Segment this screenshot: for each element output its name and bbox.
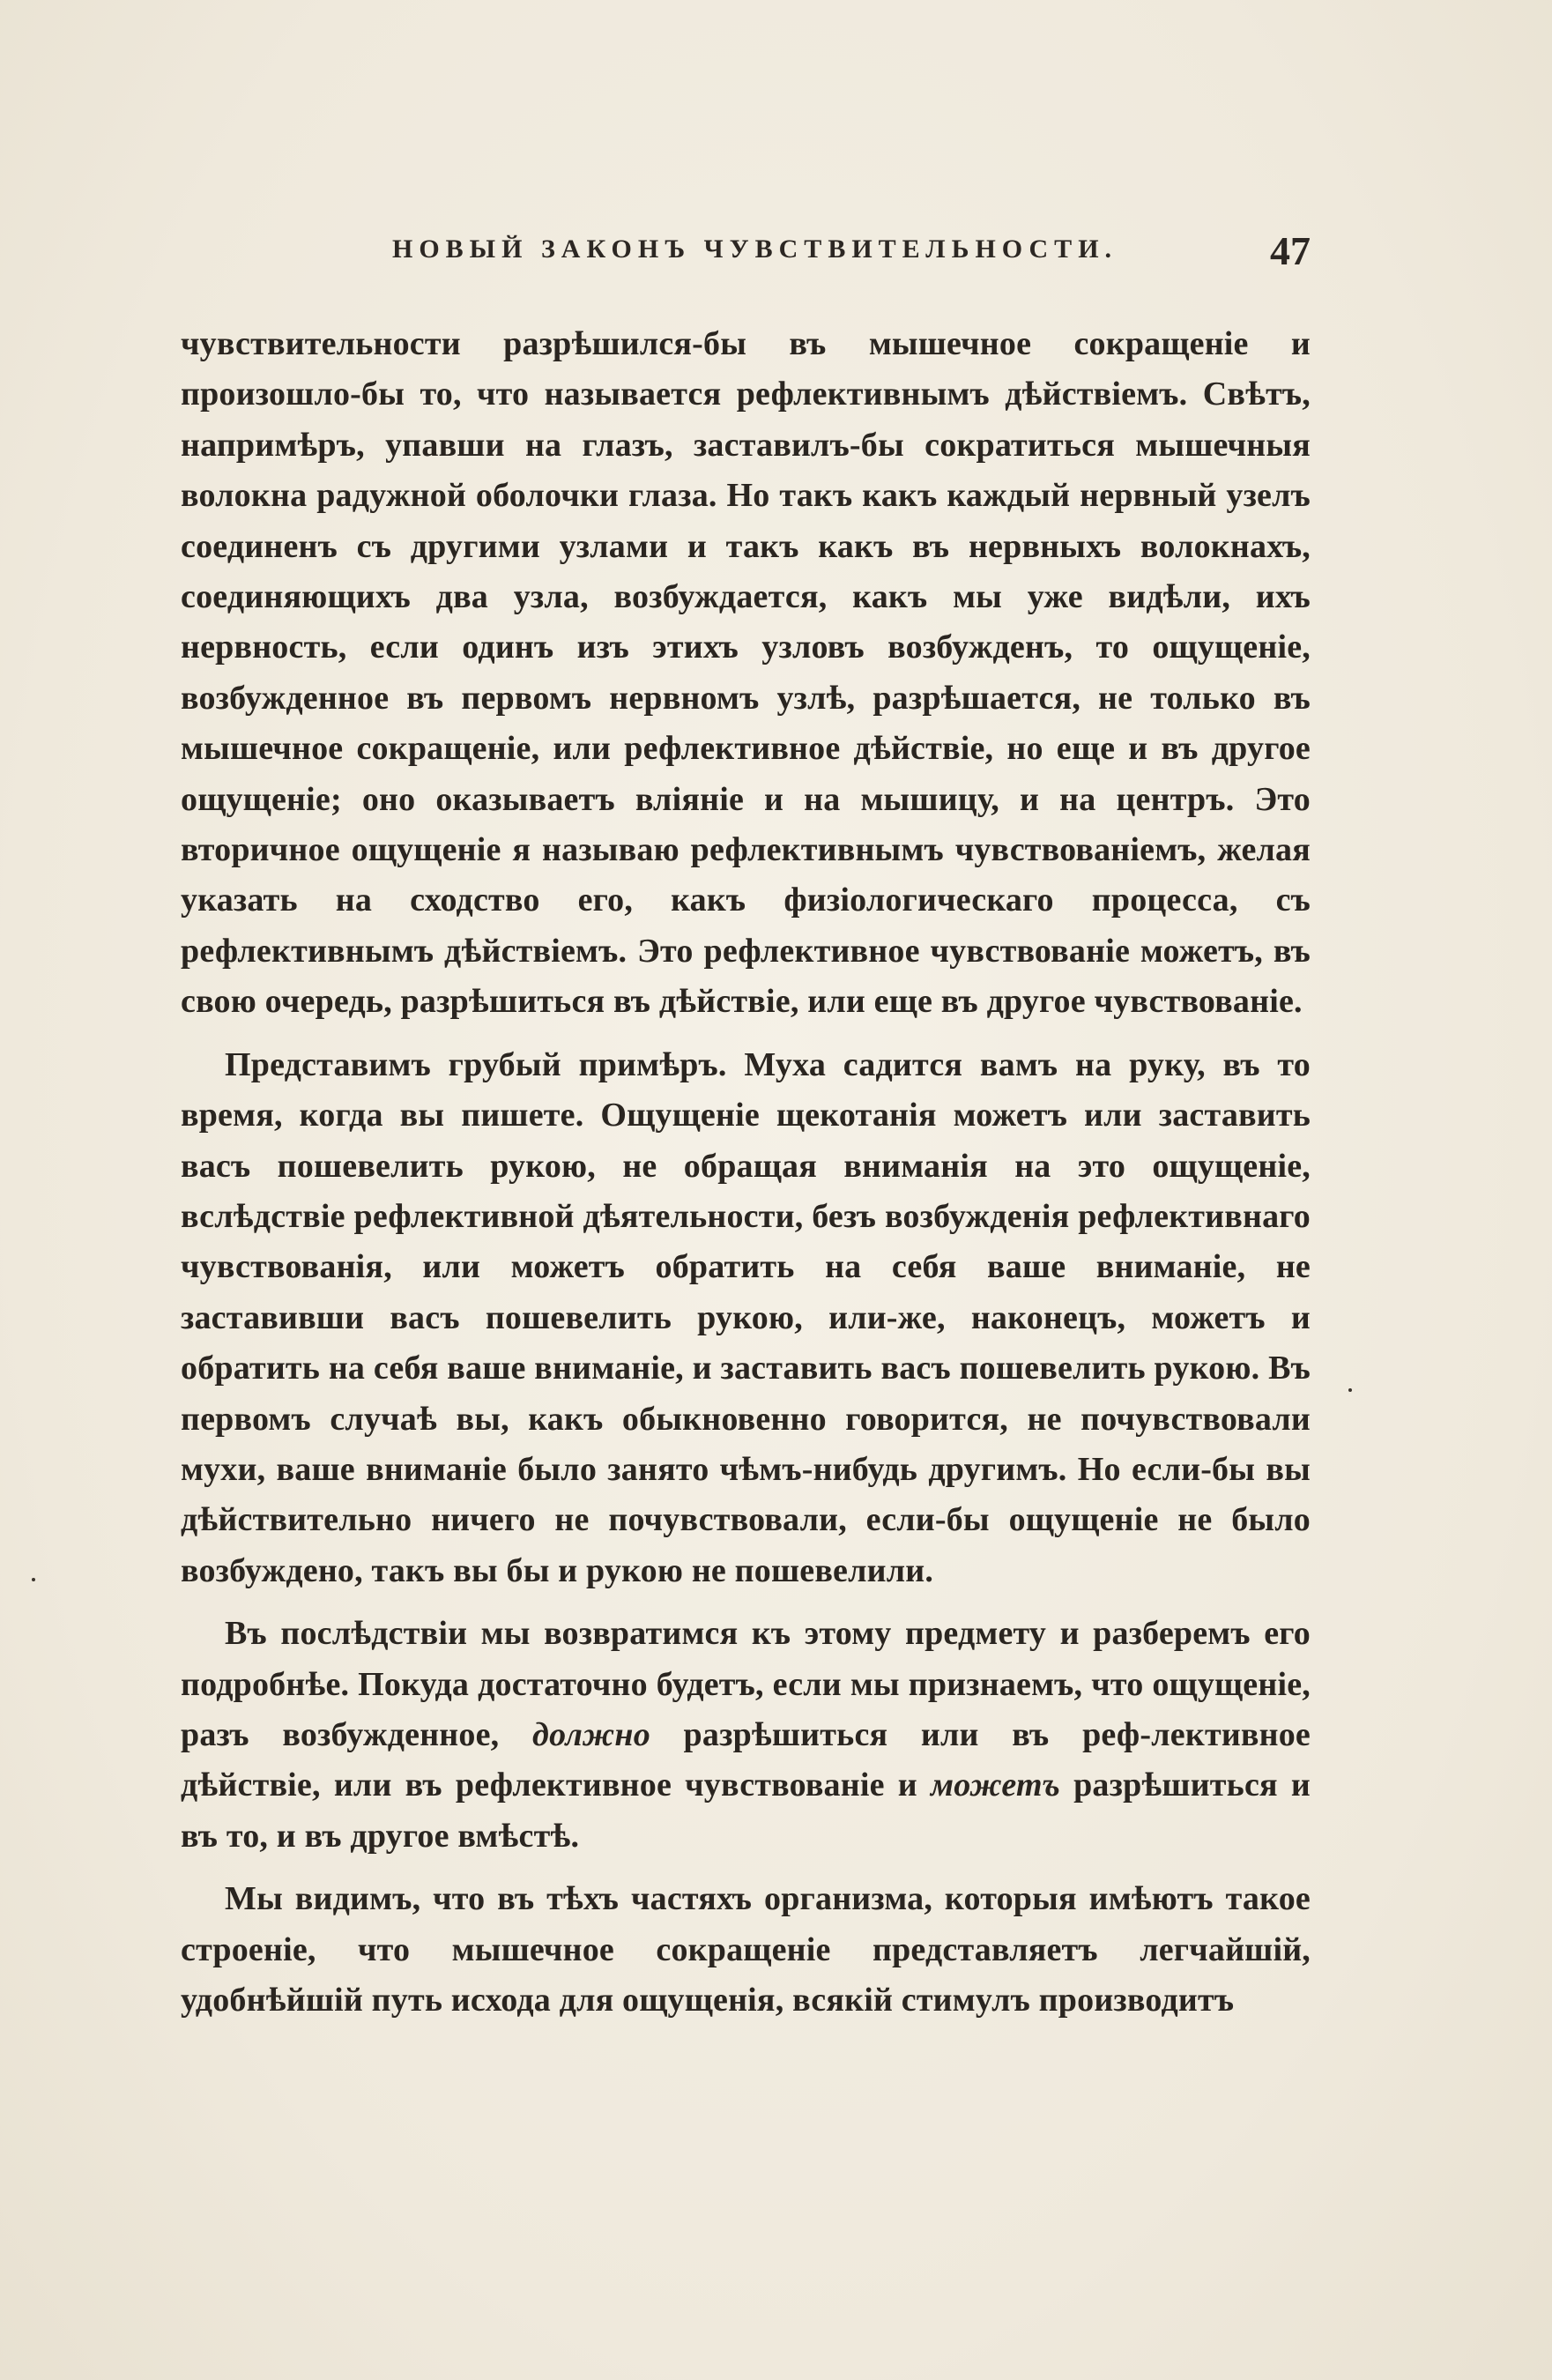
p3-italic-mozhet: можетъ	[931, 1766, 1060, 1804]
paragraph-2: Представимъ грубый примѣръ. Муха садится вамъ на руку, въ то время, когда вы пишете. Ощущеніе щекотанія можетъ или заставить васъ пошевелить рукою, не обращая вниманія на это ощущеніе, вслѣдствіе рефлективной дѣятельности, безъ возбужденія рефлективнаго чувствованія, или можетъ обратить на себя ваше вниманіе, не заставивши васъ пошевелить рукою, или-же, наконецъ, можетъ и обратить на себя ваше вниманіе, и заставить васъ пошевелить рукою. Въ первомъ случаѣ вы, какъ обыкновенно говорится, не почувствовали мухи, ваше вниманіе было занято чѣмъ-нибудь другимъ. Но если-бы вы дѣйствительно ничего не почувствовали, если-бы ощущеніе не было возбуждено, такъ вы бы и рукою не пошевелили.	[181, 1045, 1311, 1589]
paragraph-4: Мы видимъ, что въ тѣхъ частяхъ организма, которыя имѣютъ такое строеніе, что мышечное сокращеніе представляетъ легчайшій, удобнѣйшій путь исхода для ощущенія, всякій стимулъ производитъ	[181, 1880, 1311, 2019]
p3-text-3: разрѣшиться и въ то, и въ другое вмѣстѣ.	[181, 1766, 1311, 1855]
ink-speck	[1348, 1388, 1352, 1392]
paragraph-3	[181, 1609, 1311, 1862]
p3-italic-dolzhno: должно	[532, 1715, 650, 1753]
p3-text-2: разрѣшиться или въ реф-лективное дѣйствіе, или въ рефлективное чувствованіе и	[181, 1715, 1311, 1804]
page-number: 47	[1270, 228, 1311, 273]
ink-speck	[32, 1578, 35, 1581]
p3-text-1: Въ послѣдствіи мы возвратимся къ этому предмету и разберемъ его подробнѣе. Покуда достаточно будетъ, если мы признаемъ, что ощущеніе, разъ возбужденное,	[181, 1615, 1311, 1753]
paragraph-1: чувствительности разрѣшился-бы въ мышечное сокращеніе и произошло-бы то, что называется рефлективнымъ дѣйствіемъ. Свѣтъ, напримѣръ, упавши на глазъ, заставилъ-бы сократиться мышечныя волокна радужной оболочки глаза. Но такъ какъ каждый нервный узелъ соединенъ съ другими узлами и такъ какъ въ нервныхъ волокнахъ, соединяющихъ два узла, возбуждается, какъ мы уже видѣли, ихъ нервность, если одинъ изъ этихъ узловъ возбужденъ, то ощущеніе, возбужденное въ первомъ нервномъ узлѣ, разрѣшается, не только въ мышечное сокращеніе, или рефлективное дѣйствіе, но еще и въ другое ощущеніе; оно оказываетъ вліяніе и на мышицу, и на центръ. Это вторичное ощущеніе я называю рефлективнымъ чувствованіемъ, желая указать на сходство его, какъ физіологическаго процесса, съ рефлективнымъ дѣйствіемъ. Это рефлективное чувствованіе можетъ, въ свою очередь, разрѣшиться въ дѣйствіе, или еще въ другое чувствованіе.	[181, 325, 1311, 1021]
running-head: НОВЫЙ ЗАКОНЪ ЧУВСТВИТЕЛЬНОСТИ.	[392, 234, 1118, 264]
page-header	[181, 227, 1311, 280]
body-text	[181, 319, 1311, 2038]
